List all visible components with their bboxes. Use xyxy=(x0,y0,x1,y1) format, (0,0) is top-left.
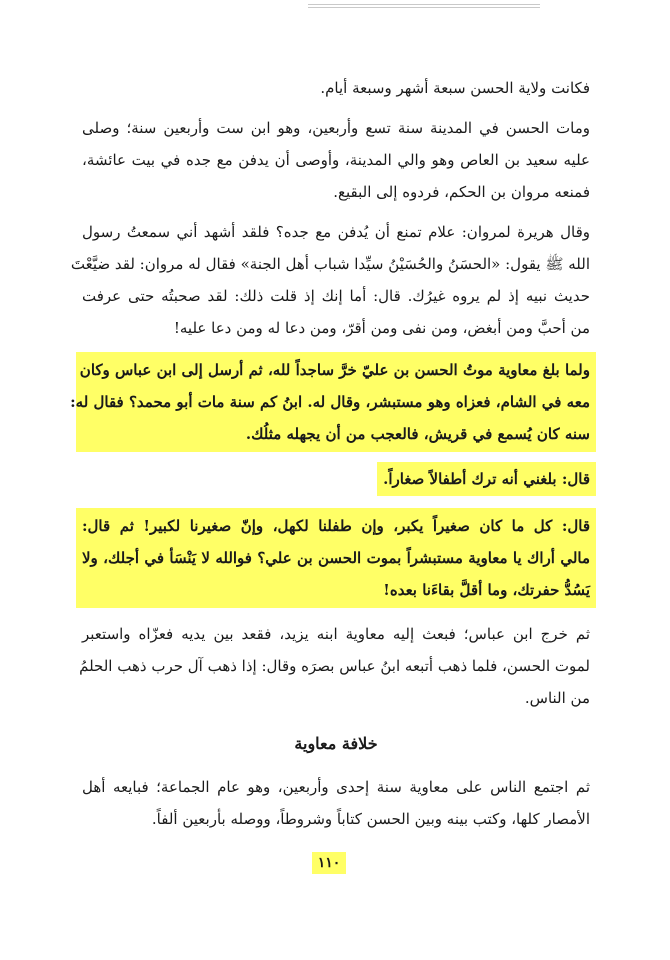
paragraph-line: سنه كان يُسمع في قريش، فالعجب من أن يجهله مثلُك. xyxy=(245,425,590,443)
paragraph-line: قال: بلغني أنه ترك أطفالاً صغاراً. xyxy=(377,462,596,496)
paragraph-line: الله ﷺ يقول: «الحسَنُ والحُسَيْنُ سيِّدا شباب أهل الجنة» فقال له مروان: لقد ضيَّعْتَ xyxy=(70,255,590,273)
highlighted-paragraph-5 xyxy=(82,462,590,496)
top-rule-line-2 xyxy=(308,7,540,8)
paragraph-7 xyxy=(79,618,590,714)
top-rule-line-1 xyxy=(308,4,540,5)
paragraph-line: وقال هريرة لمروان: علام تمنع أن يُدفن مع جده؟ فلقد أشهد أني سمعتُ رسول xyxy=(82,223,590,241)
paragraph-line: عليه سعيد بن العاص وهو والي المدينة، وأوصى أن يدفن مع جده في بيت عائشة، xyxy=(82,151,590,169)
paragraph-line: يَسُدُّ حفرتك، وما أقلَّ بقاءَنا بعده! xyxy=(383,581,590,599)
page-number: ١١٠ xyxy=(312,852,346,874)
paragraph-line: فمنعه مروان بن الحكم، فردوه إلى البقيع. xyxy=(333,183,590,201)
highlighted-paragraph-6 xyxy=(76,508,596,608)
paragraph-line: حديث نبيه إذ لم يروه غيرُك. قال: أما إنك إذ قلت ذلك: لقد صحبتُه حتى عرفت xyxy=(82,287,590,305)
paragraph-1 xyxy=(82,72,590,104)
paragraph-line: ولما بلغ معاوية موتُ الحسن بن عليّ خرَّ ساجداً لله، ثم أرسل إلى ابن عباس وكان xyxy=(79,361,590,379)
paragraph-line: مالي أراك يا معاوية مستبشراً بموت الحسن بن علي؟ فوالله لا يَنْسَأ في أجلك، ولا xyxy=(82,549,590,567)
paragraph-3 xyxy=(70,216,590,344)
paragraph-line: ثم اجتمع الناس على معاوية سنة إحدى وأربعين، وهو عام الجماعة؛ فبايعه أهل xyxy=(82,778,590,796)
paragraph-2 xyxy=(82,112,590,208)
page-body xyxy=(70,72,590,835)
paragraph-line: فكانت ولاية الحسن سبعة أشهر وسبعة أيام. xyxy=(320,79,590,97)
section-title: خلافة معاوية xyxy=(294,734,378,753)
paragraph-line: من أحبَّ ومن أبغض، ومن نفى ومن أقرّ، ومن دعا له ومن دعا عليه! xyxy=(173,319,590,337)
paragraph-line: ومات الحسن في المدينة سنة تسع وأربعين، وهو ابن ست وأربعين سنة؛ وصلى xyxy=(82,119,590,137)
top-rule xyxy=(308,4,540,8)
paragraph-line: ثم خرج ابن عباس؛ فبعث إليه معاوية ابنه يزيد، فقعد بين يديه فعزّاه واستعبر xyxy=(82,625,590,643)
paragraph-line: معه في الشام، فعزاه وهو مستبشر، وقال له. ابنُ كم سنة مات أبو محمد؟ فقال له: xyxy=(70,393,590,411)
highlighted-paragraph-4 xyxy=(70,352,596,452)
paragraph-line: من الناس. xyxy=(524,689,590,707)
paragraph-8 xyxy=(82,771,590,835)
paragraph-line: الأمصار كلها، وكتب بينه وبين الحسن كتاباً وشروطاً، ووصله بأربعين ألفاً. xyxy=(151,810,590,828)
paragraph-line: لموت الحسن، فلما ذهب أتبعه ابنُ عباس بصرَه وقال: إذا ذهب آل حرب ذهب الحلمُ xyxy=(79,657,590,675)
paragraph-line: قال: كل ما كان صغيراً يكبر، وإن طفلنا لكهل، وإنّ صغيرنا لكبير! ثم قال: xyxy=(82,517,590,535)
